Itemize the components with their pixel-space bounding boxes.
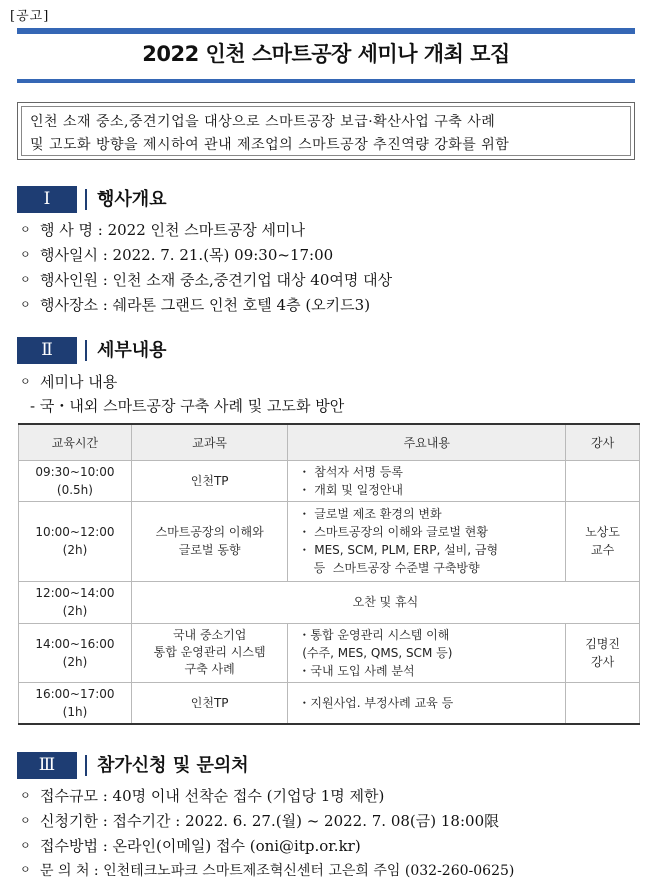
time-cell: 10:00~12:00 (2h) bbox=[19, 501, 132, 581]
column-header-instructor: 강사 bbox=[566, 424, 640, 460]
bullet-marker: ㅇ bbox=[20, 223, 31, 236]
table-row bbox=[19, 460, 640, 501]
purpose-box bbox=[17, 102, 635, 160]
column-header-content: 주요내용 bbox=[288, 424, 566, 460]
lunch-break-cell: 오찬 및 휴식 bbox=[131, 581, 639, 623]
purpose-line-1: 인천 소재 중소,중견기업을 대상으로 스마트공장 보급·확산사업 구축 사례 bbox=[30, 114, 496, 130]
bullet-marker: ㅇ bbox=[20, 839, 31, 852]
overview-item: ㅇ 행사일시 : 2022. 7. 21.(목) 09:30~17:00 bbox=[20, 246, 334, 264]
section-2-title: 세부내용 bbox=[97, 340, 167, 361]
section-3-divider bbox=[85, 755, 87, 776]
subject-cell: 스마트공장의 이해와 글로벌 동향 bbox=[131, 501, 288, 581]
application-item: ㅇ 접수규모 : 40명 이내 선착순 접수 (기업당 1명 제한) bbox=[20, 787, 385, 805]
application-item: ㅇ 문 의 처 : 인천테크노파크 스마트제조혁신센터 고은희 주임 (032-260-0625) bbox=[20, 863, 515, 879]
section-3-number: Ⅲ bbox=[17, 752, 77, 779]
time-cell: 09:30~10:00 (0.5h) bbox=[19, 460, 132, 501]
overview-item: ㅇ 행 사 명 : 2022 인천 스마트공장 세미나 bbox=[20, 221, 305, 239]
title-bottom-rule bbox=[17, 79, 635, 83]
table-row bbox=[19, 581, 640, 623]
title-top-rule bbox=[17, 28, 635, 34]
bullet-marker: ㅇ bbox=[20, 863, 31, 876]
time-cell: 12:00~14:00 (2h) bbox=[19, 581, 132, 623]
page-title: 2022 인천 스마트공장 세미나 개최 모집 bbox=[142, 42, 510, 66]
table-row bbox=[19, 501, 640, 581]
content-cell: ・통합 운영관리 시스템 이해 (수주, MES, QMS, SCM 등) ・국내 도입 사례 분석 bbox=[288, 623, 566, 682]
bullet-marker: ㅇ bbox=[20, 248, 31, 261]
section-2-header bbox=[17, 337, 635, 364]
section-1-title: 행사개요 bbox=[97, 189, 167, 210]
subject-cell: 인천TP bbox=[131, 460, 288, 501]
content-cell: ・ 참석자 서명 등록 ・ 개회 및 일정안내 bbox=[288, 460, 566, 501]
schedule-table bbox=[18, 423, 640, 725]
section-3-title: 참가신청 및 문의처 bbox=[97, 755, 249, 776]
bullet-marker: ㅇ bbox=[20, 814, 31, 827]
table-row bbox=[19, 623, 640, 682]
section-2-divider bbox=[85, 340, 87, 361]
bullet-marker: ㅇ bbox=[20, 789, 31, 802]
notice-tag: [공고] bbox=[10, 9, 50, 24]
application-item: ㅇ 신청기한 : 접수기간 : 2022. 6. 27.(월) ~ 2022. 7. 08(금) 18:00限 bbox=[20, 812, 500, 830]
section-1-header bbox=[17, 186, 635, 213]
content-cell: ・ 글로벌 제조 환경의 변화 ・ 스마트공장의 이해와 글로벌 현황 ・ MES, SCM, PLM, ERP, 설비, 금형 등 스마트공장 수준별 구축방향 bbox=[288, 501, 566, 581]
bullet-marker: ㅇ bbox=[20, 273, 31, 286]
instructor-cell: 노상도 교수 bbox=[566, 501, 640, 581]
section-1-divider bbox=[85, 189, 87, 210]
bullet-marker: ㅇ bbox=[20, 298, 31, 311]
bullet-marker: ㅇ bbox=[20, 375, 31, 388]
table-row bbox=[19, 682, 640, 724]
time-cell: 14:00~16:00 (2h) bbox=[19, 623, 132, 682]
overview-item: ㅇ 행사인원 : 인천 소재 중소,중견기업 대상 40여명 대상 bbox=[20, 271, 393, 289]
instructor-cell: 김명진 강사 bbox=[566, 623, 640, 682]
section-3-header bbox=[17, 752, 635, 779]
instructor-cell bbox=[566, 460, 640, 501]
table-header-row bbox=[19, 424, 640, 460]
overview-item: ㅇ 행사장소 : 쉐라톤 그랜드 인천 호텔 4층 (오키드3) bbox=[20, 296, 371, 314]
content-cell: ・지원사업. 부정사례 교육 등 bbox=[288, 682, 566, 724]
subject-cell: 국내 중소기업 통합 운영관리 시스템 구축 사례 bbox=[131, 623, 288, 682]
purpose-text bbox=[21, 106, 631, 156]
column-header-subject: 교과목 bbox=[131, 424, 288, 460]
application-item: ㅇ 접수방법 : 온라인(이메일) 접수 (oni@itp.or.kr) bbox=[20, 837, 361, 855]
section-1-number: Ⅰ bbox=[17, 186, 77, 213]
subject-cell: 인천TP bbox=[131, 682, 288, 724]
purpose-line-2: 및 고도화 방향을 제시하여 관내 제조업의 스마트공장 추진역량 강화를 위함 bbox=[30, 137, 510, 153]
column-header-time: 교육시간 bbox=[19, 424, 132, 460]
instructor-cell bbox=[566, 682, 640, 724]
section-2-number: Ⅱ bbox=[17, 337, 77, 364]
title-block bbox=[17, 28, 635, 83]
time-cell: 16:00~17:00 (1h) bbox=[19, 682, 132, 724]
seminar-sub-item: - 국・내외 스마트공장 구축 사례 및 고도화 방안 bbox=[30, 397, 345, 415]
seminar-content-item: ㅇ 세미나 내용 bbox=[20, 373, 118, 391]
